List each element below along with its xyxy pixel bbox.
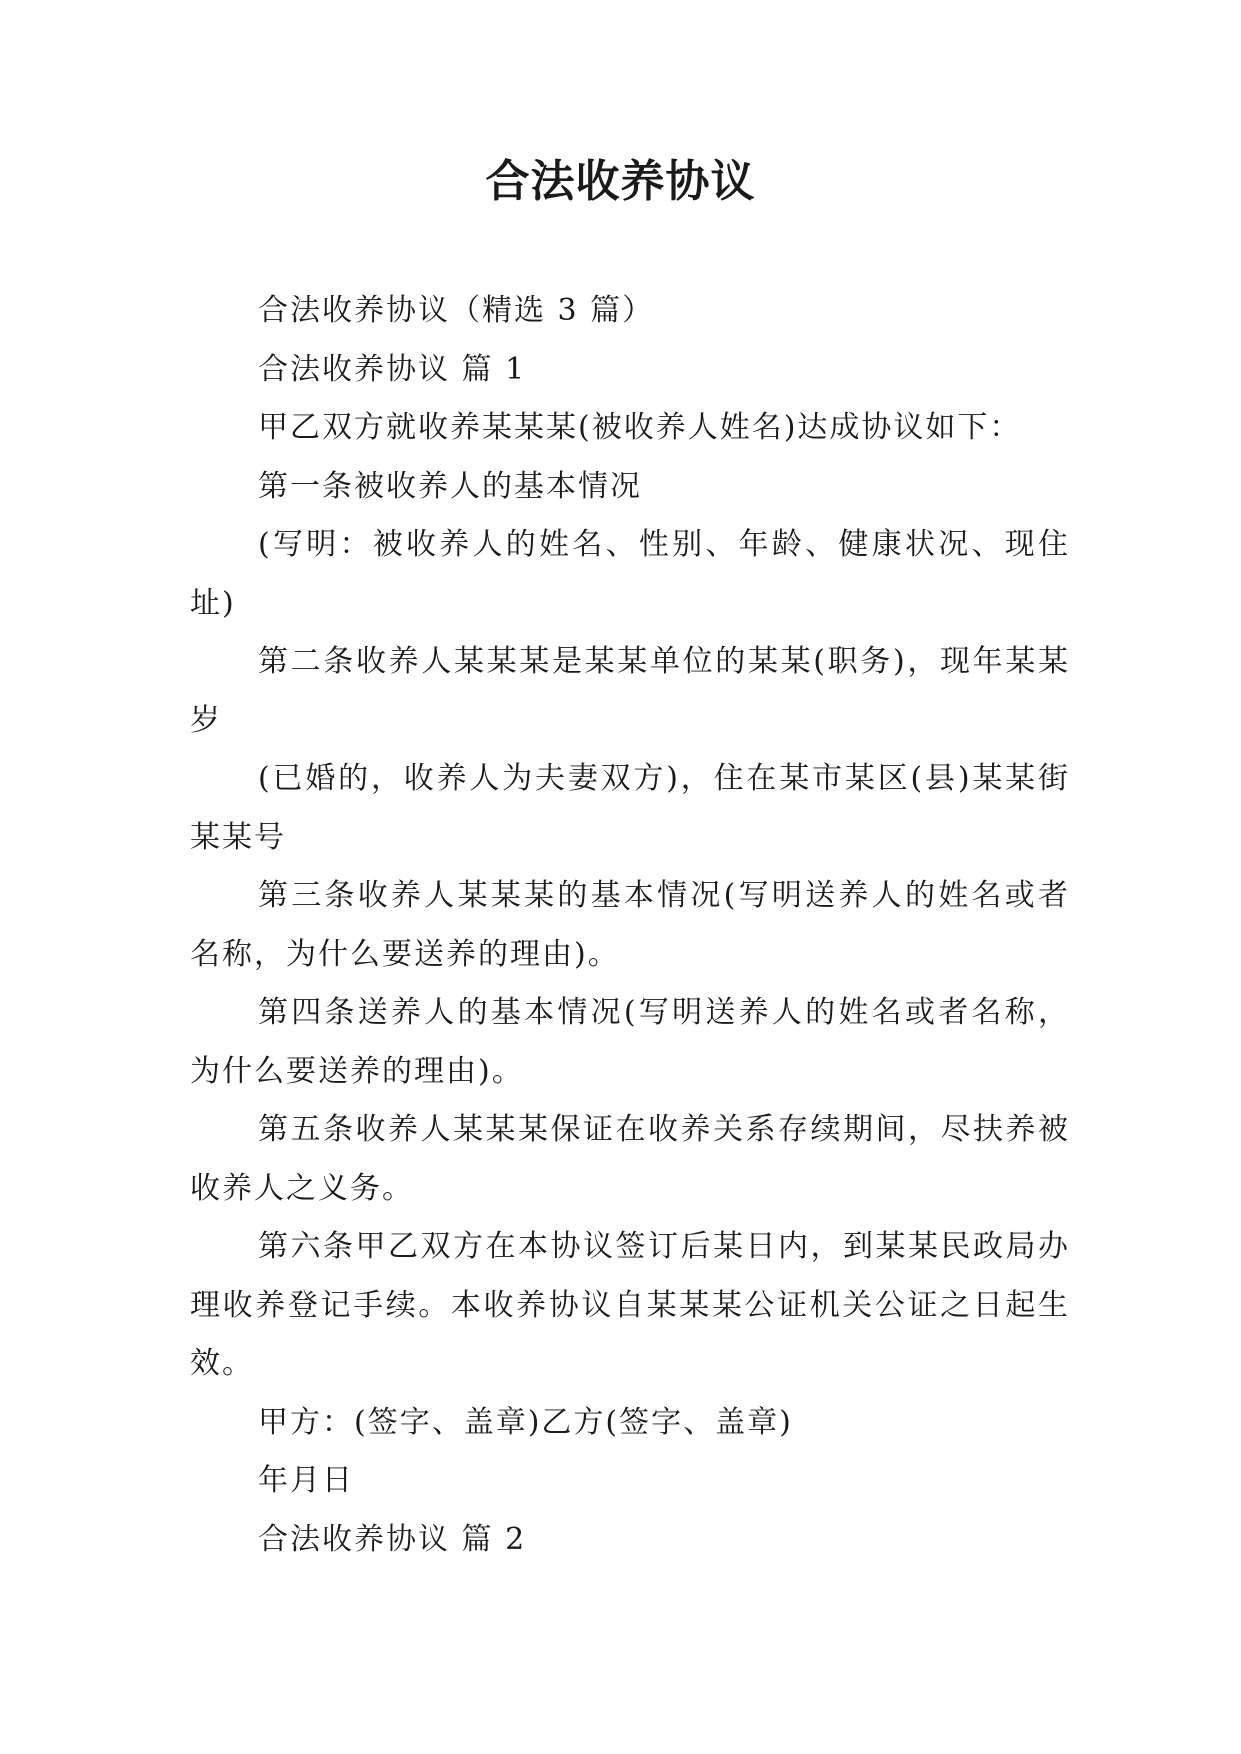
paragraph-article-1: 第一条被收养人的基本情况 [258,468,642,504]
paragraph-article-6: 第六条甲乙双方在本协议签订后某日内，到某某民政局办理收养登记手续。本收养协议自某某某公证机关公证之日起生效。 [190,1229,1070,1381]
paragraph-article-1-note: (写明：被收养人的姓名、性别、年龄、健康状况、现住址) [190,527,1070,621]
paragraph-article-3: 第三条收养人某某某的基本情况(写明送养人的姓名或者名称，为什么要送养的理由)。 [190,878,1070,972]
paragraph-article-2: 第二条收养人某某某是某某单位的某某(职务)，现年某某岁 [190,644,1070,738]
paragraph-article-5: 第五条收养人某某某保证在收养关系存续期间，尽扶养被收养人之义务。 [190,1112,1070,1206]
paragraph-signatures: 甲方：(签字、盖章)乙方(签字、盖章) [258,1404,793,1440]
paragraph-section-heading-1: 合法收养协议 篇 1 [258,351,527,387]
document-title: 合法收养协议 [485,156,756,207]
paragraph-article-4: 第四条送养人的基本情况(写明送养人的姓名或者名称，为什么要送养的理由)。 [190,995,1070,1089]
paragraph-section-heading-2: 合法收养协议 篇 2 [258,1521,527,1557]
document-body [190,282,1070,1569]
paragraph-intro: 甲乙双方就收养某某某(被收养人姓名)达成协议如下： [258,410,1022,445]
paragraph-collection-heading: 合法收养协议（精选 3 篇） [258,293,655,328]
paragraph-date: 年月日 [258,1463,354,1498]
paragraph-article-2-note: (已婚的，收养人为夫妻双方)，住在某市某区(县)某某街某某号 [190,761,1070,855]
